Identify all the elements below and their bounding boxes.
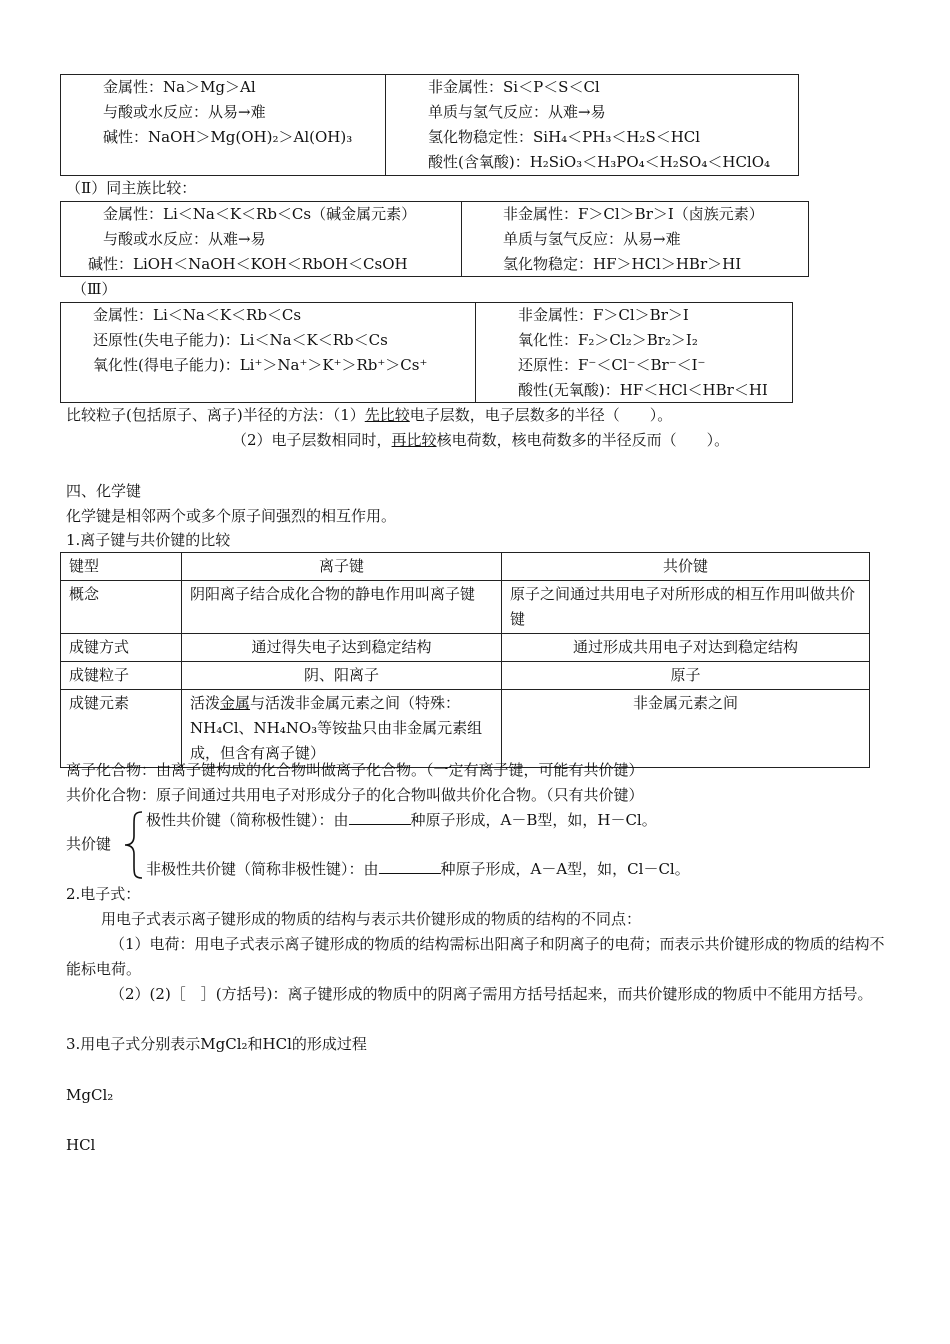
polar-bond-line [146, 808, 657, 833]
table-header-row [61, 553, 870, 581]
group-metal-property: 金属性：Li＜Na＜K＜Rb＜Cs（碱金属元素） [103, 205, 417, 223]
period-hydrogen-reaction: 单质与氢气反应：从难→易 [428, 103, 606, 121]
bond-comparison-table [60, 552, 870, 768]
radius-line2-text: （2）电子层数相同时， [232, 431, 392, 449]
header-bond-type: 键型 [61, 553, 182, 581]
electron-formula-bracket: （2）(2)［ ］(方括号)：离子键形成的物质中的阴离子需用方括号括起来，而共价键形成的物质中不能用方括号。 [110, 985, 873, 1003]
period-oxyacid-acidity: 酸性(含氧酸)：H₂SiO₃＜H₃PO₄＜H₂SO₄＜HClO₄ [428, 153, 771, 171]
row-label: 概念 [61, 581, 182, 634]
group-hydride-stability: 氢化物稳定：HF＞HCl＞HBr＞HI [503, 255, 742, 273]
radius-method-line2 [232, 428, 729, 453]
cell-ionic-underlined: 金属 [220, 694, 251, 712]
nonpolar-bond-text-a: 非极性共价键（简称非极性键）：由 [146, 860, 379, 878]
cell-ionic [182, 690, 502, 768]
electron-formula-title: 2.电子式： [66, 885, 141, 903]
s3-oxidizability-halogen: 氧化性：F₂＞Cl₂＞Br₂＞I₂ [518, 331, 698, 349]
table-row [61, 662, 870, 690]
electron-formula-intro: 用电子式表示离子键形成的物质的结构与表示共价键形成的物质的结构的不同点： [101, 910, 642, 928]
nonpolar-bond-blank[interactable] [379, 858, 441, 874]
header-ionic: 离子键 [182, 553, 502, 581]
s3-nonmetal-property: 非金属性：F＞Cl＞Br＞I [518, 306, 689, 324]
period-acid-reaction: 与酸或水反应：从易→难 [103, 103, 266, 121]
cell-ionic: 阴、阳离子 [182, 662, 502, 690]
polar-bond-text-b: 种原子形成，A－B型，如，H－Cl。 [410, 811, 657, 829]
hcl-label: HCl [66, 1136, 96, 1154]
s3-oxidizability: 氧化性(得电子能力)：Li⁺＞Na⁺＞K⁺＞Rb⁺＞Cs⁺ [93, 356, 428, 374]
radius-line2-text-b: 核电荷数，核电荷数多的半径反而（ ）。 [436, 431, 730, 449]
mgcl2-label: MgCl₂ [66, 1086, 114, 1104]
radius-line1-text: 比较粒子(包括原子、离子)半径的方法：（1） [66, 406, 365, 424]
group-acid-reaction: 与酸或水反应：从难→易 [103, 230, 266, 248]
period-basicity: 碱性：NaOH＞Mg(OH)₂＞Al(OH)₃ [103, 128, 353, 146]
cell-ionic: 通过得失电子达到稳定结构 [182, 634, 502, 662]
cell-ionic: 阴阳离子结合成化合物的静电作用叫离子键 [182, 581, 502, 634]
s3-metal-property: 金属性：Li＜Na＜K＜Rb＜Cs [93, 306, 302, 324]
group-nonmetal-property: 非金属性：F＞Cl＞Br＞I（卤族元素） [503, 205, 764, 223]
section4-title: 四、化学键 [66, 482, 142, 500]
curly-brace-icon [122, 810, 144, 880]
covalent-compound-def: 共价化合物：原子间通过共用电子对形成分子的化合物叫做共价化合物。（只有共价键） [66, 786, 644, 804]
cell-ionic-text-b: 与活泼非金属元素之间（特殊：NH₄Cl、NH₄NO₃等铵盐只由非金属元素组成，但含有离子键） [190, 694, 483, 762]
formation-process-title: 3.用电子式分别表示MgCl₂和HCl的形成过程 [66, 1035, 367, 1053]
table-title: 1.离子键与共价键的比较 [66, 531, 231, 549]
polar-bond-text-a: 极性共价键（简称极性键）：由 [146, 811, 349, 829]
row-label: 成键粒子 [61, 662, 182, 690]
nonpolar-bond-line [146, 857, 690, 882]
s3-reducibility-halide: 还原性：F⁻＜Cl⁻＜Br⁻＜I⁻ [518, 356, 706, 374]
cell-ionic-text-a: 活泼 [190, 694, 221, 712]
section3-heading: （Ⅲ） [72, 280, 117, 298]
covalent-bond-label: 共价键 [66, 835, 112, 853]
group-box-divider [461, 201, 462, 277]
nonpolar-bond-text-b: 种原子形成，A－A型，如，Cl－Cl。 [440, 860, 690, 878]
cell-covalent: 原子之间通过共用电子对所形成的相互作用叫做共价键 [502, 581, 870, 634]
table-row [61, 690, 870, 768]
cell-covalent: 通过形成共用电子对达到稳定结构 [502, 634, 870, 662]
radius-method-line1 [66, 403, 672, 428]
radius-line2-underlined: 再比较 [391, 431, 437, 449]
cell-covalent: 非金属元素之间 [502, 690, 870, 768]
period-box-divider [385, 74, 386, 176]
period-nonmetal-property: 非金属性：Si＜P＜S＜Cl [428, 78, 600, 96]
cell-covalent: 原子 [502, 662, 870, 690]
header-covalent: 共价键 [502, 553, 870, 581]
row-label: 成键元素 [61, 690, 182, 768]
radius-line1-text-b: 电子层数，电子层数多的半径（ ）。 [409, 406, 673, 424]
ionic-compound-def: 离子化合物：由离子键构成的化合物叫做离子化合物。（一定有离子键，可能有共价键） [66, 761, 644, 779]
group-hydrogen-reaction: 单质与氢气反应：从易→难 [503, 230, 681, 248]
row-label: 成键方式 [61, 634, 182, 662]
polar-bond-blank[interactable] [349, 809, 411, 825]
group-heading: （Ⅱ）同主族比较： [66, 179, 197, 197]
section3-box-divider [475, 302, 476, 403]
period-hydride-stability: 氢化物稳定性：SiH₄＜PH₃＜H₂S＜HCl [428, 128, 701, 146]
group-basicity: 碱性：LiOH＜NaOH＜KOH＜RbOH＜CsOH [88, 255, 408, 273]
electron-formula-charge: （1）电荷：用电子式表示离子键形成的物质的结构需标出阳离子和阴离子的电荷；而表示共价键形成的物质的结构不能标电荷。 [66, 935, 885, 978]
s3-reducibility: 还原性(失电子能力)：Li＜Na＜K＜Rb＜Cs [93, 331, 388, 349]
bond-definition: 化学键是相邻两个或多个原子间强烈的相互作用。 [66, 507, 397, 525]
table-row [61, 581, 870, 634]
table-row [61, 634, 870, 662]
radius-line1-underlined: 先比较 [364, 406, 410, 424]
s3-oxygen-free-acidity: 酸性(无氧酸)：HF＜HCl＜HBr＜HI [518, 381, 768, 399]
period-metal-property: 金属性：Na＞Mg＞Al [103, 78, 256, 96]
